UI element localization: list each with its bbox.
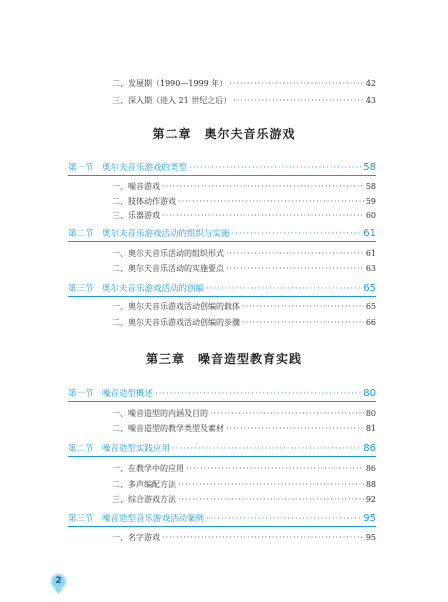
dot-leader (186, 464, 364, 473)
toc-entry-label: 二、肢体动作游戏 (112, 197, 176, 206)
section-title: 噪音造型实践应用 (102, 444, 171, 454)
toc-section[interactable] (68, 387, 376, 399)
dot-leader (206, 514, 361, 524)
dot-leader (162, 182, 364, 191)
toc-entry[interactable] (112, 196, 376, 207)
dot-leader (178, 495, 364, 504)
section-divider (68, 401, 376, 402)
toc-entry-page: 60 (365, 211, 376, 220)
toc-entry-page: 95 (365, 533, 376, 542)
section-title: 噪音造型音乐游戏活动案例 (102, 514, 205, 524)
section-number: 第三节 (68, 514, 94, 524)
dot-leader (178, 197, 364, 206)
toc-section[interactable] (68, 282, 376, 294)
toc-entry[interactable] (112, 210, 376, 221)
section-page: 80 (363, 388, 376, 399)
section-title: 奥尔夫音乐游戏活动的组织与实施 (102, 229, 230, 239)
toc-entry-label: 一、噪音游戏 (112, 182, 160, 191)
dot-leader (229, 79, 364, 88)
dot-leader (178, 480, 364, 489)
toc-entry-page: 65 (365, 302, 376, 311)
section-number: 第三节 (68, 284, 94, 294)
dot-leader (162, 211, 364, 220)
toc-entry-page: 80 (365, 409, 376, 418)
chapter-title: 第二章 奥尔夫音乐游戏 (152, 127, 296, 141)
toc-entry[interactable] (112, 301, 376, 312)
section-divider (68, 241, 376, 242)
toc-entry-label: 二、发展期（1990—1999 年） (112, 79, 228, 88)
dot-leader (210, 409, 364, 418)
toc-section[interactable] (68, 161, 376, 173)
dot-leader (226, 424, 364, 433)
toc-entry-label: 二、多声编配方法 (112, 480, 176, 489)
toc-entry[interactable] (112, 423, 376, 434)
section-page: 95 (363, 513, 376, 524)
toc-entry-page: 63 (365, 264, 376, 273)
section-number: 第二节 (68, 444, 94, 454)
section-page: 58 (363, 162, 376, 173)
dot-leader (242, 318, 364, 327)
section-number: 第一节 (68, 389, 94, 399)
dot-leader (189, 163, 361, 173)
toc-entry-page: 92 (365, 495, 376, 504)
toc-entry-label: 三、深入期（进入 21 世纪之后） (112, 96, 232, 105)
toc-entry-label: 一、名字游戏 (112, 533, 160, 542)
section-page: 65 (363, 283, 376, 294)
toc-entry[interactable] (112, 408, 376, 419)
section-number: 第二节 (68, 229, 94, 239)
chapter-title: 第三章 噪音造型教育实践 (145, 352, 302, 366)
toc-entry[interactable] (112, 479, 376, 490)
toc-entry-page: 42 (365, 79, 376, 88)
toc-section[interactable] (68, 442, 376, 454)
toc-entry-page: 86 (365, 464, 376, 473)
toc-entry[interactable] (112, 181, 376, 192)
dot-leader (206, 284, 361, 294)
dot-leader (162, 533, 364, 542)
toc-entry-label: 二、噪音造型的教学类型及素材 (112, 424, 224, 433)
section-divider (68, 456, 376, 457)
section-title: 奥尔夫音乐游戏的类型 (102, 163, 188, 173)
toc-entry[interactable] (112, 78, 376, 89)
toc-entry[interactable] (112, 494, 376, 505)
toc-entry[interactable] (112, 532, 376, 543)
toc-section[interactable] (68, 227, 376, 239)
toc-entry-label: 二、奥尔夫音乐活动的实施要点 (112, 264, 224, 273)
toc-entry[interactable] (112, 263, 376, 274)
toc-section[interactable] (68, 512, 376, 524)
page-number-badge: 2 (50, 573, 67, 590)
dot-leader (232, 229, 362, 239)
dot-leader (155, 389, 361, 399)
section-title: 奥尔夫音乐游戏活动的创编 (102, 284, 205, 294)
toc-entry-label: 二、奥尔夫音乐游戏活动创编的步骤 (112, 318, 240, 327)
toc-entry-label: 一、奥尔夫音乐活动的组织形式 (112, 249, 224, 258)
toc-entry-page: 81 (365, 424, 376, 433)
toc-entry-label: 一、在教学中的应用 (112, 464, 184, 473)
toc-entry-page: 66 (365, 318, 376, 327)
toc-entry-page: 58 (365, 182, 376, 191)
toc-entry-page: 59 (365, 197, 376, 206)
section-page: 61 (363, 228, 376, 239)
dot-leader (172, 444, 361, 454)
toc-entry-label: 三、乐器游戏 (112, 211, 160, 220)
dot-leader (226, 264, 364, 273)
toc-entry[interactable] (112, 248, 376, 259)
toc-entry-label: 一、噪音造型的内涵及目的 (112, 409, 208, 418)
section-divider (68, 296, 376, 297)
toc-entry-page: 88 (365, 480, 376, 489)
section-title: 噪音造型概述 (102, 389, 154, 399)
dot-leader (226, 249, 364, 258)
section-divider (68, 175, 376, 176)
toc-entry[interactable] (112, 463, 376, 474)
toc-entry-page: 43 (365, 96, 376, 105)
toc-entry[interactable] (112, 317, 376, 328)
badge-tail-icon (54, 588, 63, 594)
toc-entry-page: 61 (365, 249, 376, 258)
dot-leader (242, 302, 364, 311)
toc-entry[interactable] (112, 95, 376, 106)
section-page: 86 (363, 443, 376, 454)
section-number: 第一节 (68, 163, 94, 173)
toc-entry-label: 一、奥尔夫音乐游戏活动创编的载体 (112, 302, 240, 311)
dot-leader (233, 96, 364, 105)
toc-entry-label: 三、综合游戏方法 (112, 495, 176, 504)
section-divider (68, 526, 376, 527)
